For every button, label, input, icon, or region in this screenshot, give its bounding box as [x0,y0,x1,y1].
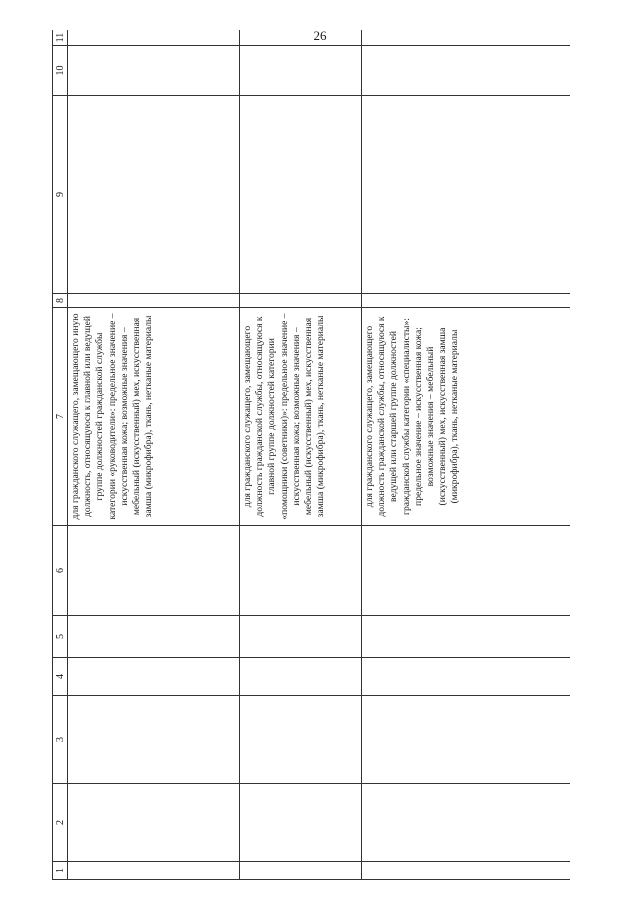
cell [240,696,362,784]
cell [240,862,362,880]
cell [68,526,240,616]
col-header-6: 6 [53,526,68,616]
cell [240,30,362,46]
cell [362,526,571,616]
cell [362,46,571,96]
rotated-table [52,30,570,880]
cell [68,616,240,658]
cell [240,46,362,96]
table-row [362,30,571,880]
specification-table [52,30,570,880]
cell [362,96,571,294]
col-header-7: 7 [53,308,68,526]
cell [240,616,362,658]
col-header-1: 1 [53,862,68,880]
cell [362,784,571,862]
cell [362,862,571,880]
cell [362,294,571,308]
cell-text: для гражданского служащего, замещающего должность гражданской службы, относящуюся к главной группе должностей категории «помощники (советники)»: предельное значение – искусственная кожа; возможные значения – мебельный (искусственный) мех, искусственная замша (микрофибра), ткань, нетканые материалы [240,308,362,526]
col-header-11: 11 [53,30,68,46]
cell [362,616,571,658]
cell [68,30,240,46]
cell [68,784,240,862]
cell [68,658,240,696]
cell [240,658,362,696]
cell [362,696,571,784]
col-header-9: 9 [53,96,68,294]
page-number: 26 [313,28,327,43]
cell [68,696,240,784]
col-header-5: 5 [53,616,68,658]
cell [240,784,362,862]
cell [240,294,362,308]
table-row [240,30,362,880]
col-header-8: 8 [53,294,68,308]
cell [240,526,362,616]
cell [240,96,362,294]
col-header-4: 4 [53,658,68,696]
rotated-table-container [52,30,570,880]
cell-text: для гражданского служащего, замещающего должность гражданской службы, относящуюся к ведущей или старшей группе должностей гражданской службы категории «специалисты»: предельное значение – искусственная кожа; возможные значения – мебельный (искусственный) мех, искусственная замша (микрофибра), ткань, нетканые материалы [362,308,571,526]
col-header-10: 10 [53,46,68,96]
cell [68,862,240,880]
cell [68,96,240,294]
table-row [68,30,240,880]
cell [68,46,240,96]
col-header-2: 2 [53,784,68,862]
cell [68,294,240,308]
col-header-3: 3 [53,696,68,784]
cell [362,658,571,696]
header-row [53,30,68,880]
cell [362,30,571,46]
cell-text: для гражданского служащего, замещающего иную должность, относящуюся к главной или ведущей группе должностей гражданской службы категории «руководители»: предельное значение – искусственная кожа; возможные значения – мебельный (искусственный) мех, искусственная замша (микрофибра), ткань, нетканые материалы [68,308,240,526]
